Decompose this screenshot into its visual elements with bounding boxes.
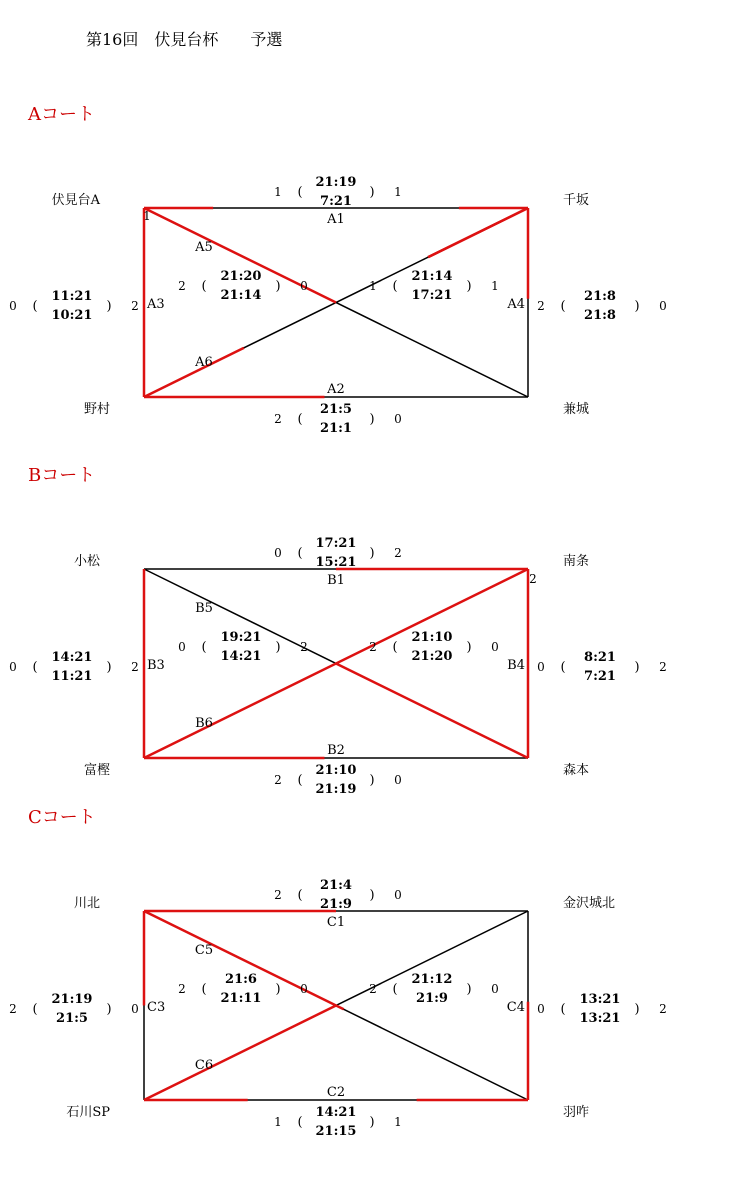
close-paren: ) xyxy=(369,185,375,200)
match-label: C4 xyxy=(506,1000,525,1015)
team-name: 兼城 xyxy=(563,402,590,417)
game-score: 13:21 xyxy=(579,992,621,1007)
close-paren: ) xyxy=(369,773,375,788)
open-paren: ( xyxy=(392,640,398,655)
match-2-6 xyxy=(195,630,499,731)
win-highlight xyxy=(336,664,528,759)
games-won-left: 2 xyxy=(274,888,282,902)
game-score: 14:21 xyxy=(51,650,93,665)
match-3-1 xyxy=(274,878,402,930)
close-paren: ) xyxy=(275,982,281,997)
games-won-left: 0 xyxy=(274,546,282,560)
open-paren: ( xyxy=(560,660,566,675)
court-1 xyxy=(9,104,667,436)
close-paren: ) xyxy=(466,982,472,997)
corner-mark: 1 xyxy=(143,209,151,223)
games-won-left: 2 xyxy=(369,640,377,654)
games-won-right: 2 xyxy=(394,546,402,560)
win-highlight xyxy=(144,348,244,397)
game-score: 8:21 xyxy=(584,650,616,665)
match-1-1 xyxy=(274,175,402,227)
games-won-right: 0 xyxy=(300,982,308,996)
close-paren: ) xyxy=(106,1002,112,1017)
close-paren: ) xyxy=(369,546,375,561)
game-score: 21:19 xyxy=(315,782,357,797)
match-label: A4 xyxy=(507,297,525,312)
game-score: 11:21 xyxy=(51,289,93,304)
game-score: 21:15 xyxy=(315,1124,357,1139)
game-score: 11:21 xyxy=(51,669,93,684)
close-paren: ) xyxy=(275,279,281,294)
games-won-left: 2 xyxy=(178,982,186,996)
game-score: 21:1 xyxy=(320,421,352,436)
team-name: 森本 xyxy=(563,763,590,778)
close-paren: ) xyxy=(369,412,375,427)
games-won-left: 0 xyxy=(537,660,545,674)
games-won-right: 2 xyxy=(659,660,667,674)
open-paren: ( xyxy=(32,1002,38,1017)
match-label: B3 xyxy=(147,658,165,673)
games-won-right: 0 xyxy=(394,888,402,902)
game-score: 21:14 xyxy=(411,269,453,284)
match-label: B4 xyxy=(507,658,525,673)
open-paren: ( xyxy=(297,185,303,200)
game-score: 17:21 xyxy=(411,288,453,303)
games-won-left: 2 xyxy=(537,299,545,313)
open-paren: ( xyxy=(32,660,38,675)
open-paren: ( xyxy=(392,982,398,997)
games-won-left: 1 xyxy=(274,185,282,199)
close-paren: ) xyxy=(369,888,375,903)
game-score: 17:21 xyxy=(315,536,357,551)
team-name: 小松 xyxy=(73,554,100,569)
game-score: 21:20 xyxy=(411,649,453,664)
games-won-left: 0 xyxy=(9,660,17,674)
open-paren: ( xyxy=(297,1115,303,1130)
game-score: 21:9 xyxy=(416,991,448,1006)
games-won-left: 0 xyxy=(178,640,186,654)
game-score: 21:19 xyxy=(315,175,357,190)
open-paren: ( xyxy=(32,299,38,314)
game-score: 7:21 xyxy=(320,194,352,209)
match-1-6 xyxy=(194,269,499,370)
game-score: 21:19 xyxy=(51,992,93,1007)
match-label: C3 xyxy=(147,1000,166,1015)
team-name: 羽咋 xyxy=(563,1105,590,1120)
games-won-right: 0 xyxy=(131,1002,139,1016)
open-paren: ( xyxy=(392,279,398,294)
match-1-5 xyxy=(178,240,308,303)
game-score: 21:5 xyxy=(56,1011,88,1026)
match-label: A6 xyxy=(195,355,213,370)
open-paren: ( xyxy=(297,412,303,427)
team-name: 石川SP xyxy=(66,1105,110,1120)
match-label: C6 xyxy=(194,1058,214,1073)
match-3-4 xyxy=(507,992,667,1026)
games-won-right: 1 xyxy=(491,279,499,293)
game-score: 7:21 xyxy=(584,669,616,684)
team-name: 伏見台A xyxy=(51,193,100,208)
games-won-left: 1 xyxy=(369,279,377,293)
open-paren: ( xyxy=(201,640,207,655)
match-label: B5 xyxy=(195,601,213,616)
game-score: 21:4 xyxy=(320,878,352,893)
match-label: B2 xyxy=(327,743,345,758)
games-won-right: 0 xyxy=(394,412,402,426)
games-won-right: 0 xyxy=(659,299,667,313)
games-won-left: 2 xyxy=(274,773,282,787)
open-paren: ( xyxy=(201,279,207,294)
open-paren: ( xyxy=(560,299,566,314)
match-2-2 xyxy=(274,743,402,797)
match-1-2 xyxy=(274,382,402,436)
close-paren: ) xyxy=(106,660,112,675)
games-won-right: 1 xyxy=(394,185,402,199)
close-paren: ) xyxy=(466,640,472,655)
match-label: A1 xyxy=(327,212,345,227)
close-paren: ) xyxy=(634,660,640,675)
match-label: A3 xyxy=(147,297,165,312)
games-won-left: 0 xyxy=(537,1002,545,1016)
open-paren: ( xyxy=(297,546,303,561)
match-label: B1 xyxy=(327,573,345,588)
game-score: 21:20 xyxy=(220,269,262,284)
open-paren: ( xyxy=(297,888,303,903)
games-won-left: 0 xyxy=(9,299,17,313)
corner-mark: 2 xyxy=(529,572,537,586)
games-won-right: 2 xyxy=(300,640,308,654)
game-score: 21:12 xyxy=(411,972,453,987)
games-won-left: 2 xyxy=(274,412,282,426)
games-won-left: 1 xyxy=(274,1115,282,1129)
game-score: 10:21 xyxy=(51,308,93,323)
open-paren: ( xyxy=(560,1002,566,1017)
team-name: 野村 xyxy=(83,402,110,417)
games-won-right: 0 xyxy=(491,640,499,654)
games-won-right: 0 xyxy=(300,279,308,293)
team-name: 南条 xyxy=(563,554,590,569)
game-score: 14:21 xyxy=(315,1105,357,1120)
match-1-4 xyxy=(506,289,666,323)
game-score: 13:21 xyxy=(579,1011,621,1026)
team-name: 川北 xyxy=(73,896,100,911)
game-score: 21:6 xyxy=(225,972,257,987)
games-won-right: 0 xyxy=(491,982,499,996)
game-score: 21:5 xyxy=(320,402,352,417)
game-score: 15:21 xyxy=(315,555,357,570)
match-1-3 xyxy=(9,289,164,323)
games-won-right: 2 xyxy=(131,660,139,674)
close-paren: ) xyxy=(275,640,281,655)
open-paren: ( xyxy=(201,982,207,997)
match-3-3 xyxy=(9,992,165,1026)
match-2-4 xyxy=(507,650,667,684)
match-label: C5 xyxy=(194,943,214,958)
match-3-2 xyxy=(274,1085,402,1139)
game-score: 21:14 xyxy=(220,288,262,303)
match-label: A2 xyxy=(327,382,345,397)
game-score: 14:21 xyxy=(220,649,262,664)
team-name: 金沢城北 xyxy=(563,896,616,911)
win-highlight xyxy=(144,1006,336,1101)
close-paren: ) xyxy=(369,1115,375,1130)
court-title: Aコート xyxy=(28,104,95,125)
games-won-left: 2 xyxy=(178,279,186,293)
match-2-3 xyxy=(9,650,165,684)
game-score: 21:10 xyxy=(411,630,453,645)
court-title: Bコート xyxy=(28,465,96,486)
games-won-right: 1 xyxy=(394,1115,402,1129)
courts xyxy=(9,104,667,1139)
court-title: Cコート xyxy=(28,807,96,828)
game-score: 21:11 xyxy=(220,991,262,1006)
match-2-1 xyxy=(274,536,402,588)
court-3 xyxy=(9,807,667,1139)
games-won-left: 2 xyxy=(369,982,377,996)
games-won-left: 2 xyxy=(9,1002,17,1016)
games-won-right: 2 xyxy=(659,1002,667,1016)
game-score: 21:10 xyxy=(315,763,357,778)
close-paren: ) xyxy=(634,299,640,314)
games-won-right: 0 xyxy=(394,773,402,787)
close-paren: ) xyxy=(106,299,112,314)
match-label: C1 xyxy=(326,915,346,930)
court-2 xyxy=(9,465,667,797)
team-name: 富樫 xyxy=(83,763,110,778)
match-label: A5 xyxy=(195,240,213,255)
game-score: 19:21 xyxy=(220,630,262,645)
match-2-5 xyxy=(178,601,308,664)
open-paren: ( xyxy=(297,773,303,788)
close-paren: ) xyxy=(466,279,472,294)
match-label: B6 xyxy=(195,716,213,731)
game-score: 21:8 xyxy=(584,289,616,304)
match-3-5 xyxy=(178,943,308,1006)
match-3-6 xyxy=(195,972,499,1073)
match-label: C2 xyxy=(326,1085,346,1100)
win-highlight xyxy=(428,208,528,257)
games-won-right: 2 xyxy=(131,299,139,313)
game-score: 21:8 xyxy=(584,308,616,323)
close-paren: ) xyxy=(634,1002,640,1017)
team-name: 千坂 xyxy=(563,193,590,208)
page-title: 第16回 伏見台杯 予選 xyxy=(86,30,283,49)
game-score: 21:9 xyxy=(320,897,352,912)
